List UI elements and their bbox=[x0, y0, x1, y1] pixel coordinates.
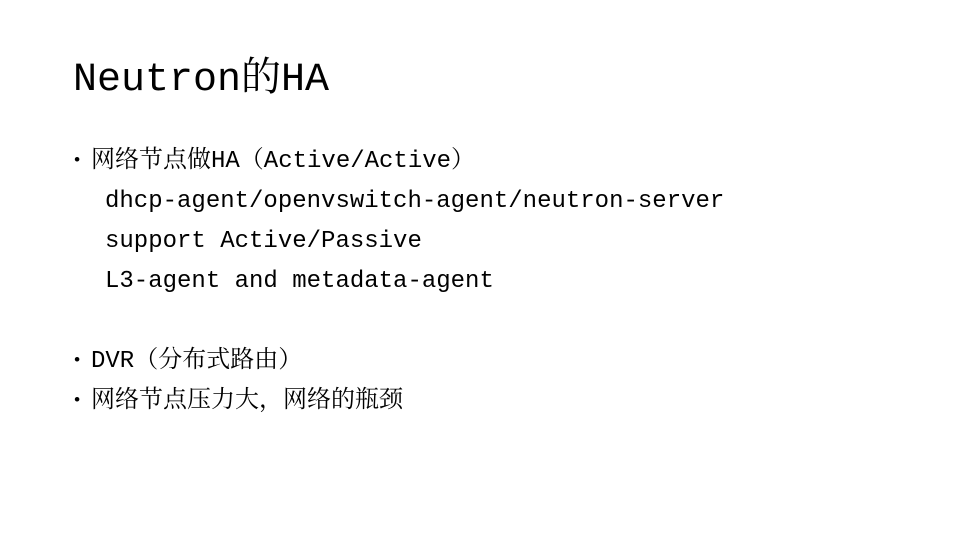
bullet-line bbox=[72, 262, 892, 302]
bullet-text: DVR（分布式路由） bbox=[91, 348, 303, 375]
slide-title: Neutron的HA bbox=[73, 58, 330, 103]
bullet-text: 网络节点做HA（Active/Active） bbox=[91, 148, 476, 175]
bullet-list bbox=[72, 142, 892, 422]
blank-line bbox=[72, 302, 892, 342]
bullet-text: dhcp-agent/openvswitch-agent/neutron-server bbox=[105, 188, 725, 215]
bullet-line bbox=[72, 342, 892, 382]
bullet-text: support Active/Passive bbox=[105, 228, 422, 255]
bullet-dot-icon: • bbox=[72, 152, 83, 171]
bullet-line bbox=[72, 182, 892, 222]
bullet-text: 网络节点压力大，网络的瓶颈 bbox=[91, 388, 403, 415]
bullet-dot-icon: • bbox=[72, 352, 83, 371]
bullet-line bbox=[72, 142, 892, 182]
bullet-line bbox=[72, 382, 892, 422]
bullet-dot-icon: • bbox=[72, 392, 83, 411]
bullet-text: L3-agent and metadata-agent bbox=[105, 268, 494, 295]
bullet-line bbox=[72, 222, 892, 262]
